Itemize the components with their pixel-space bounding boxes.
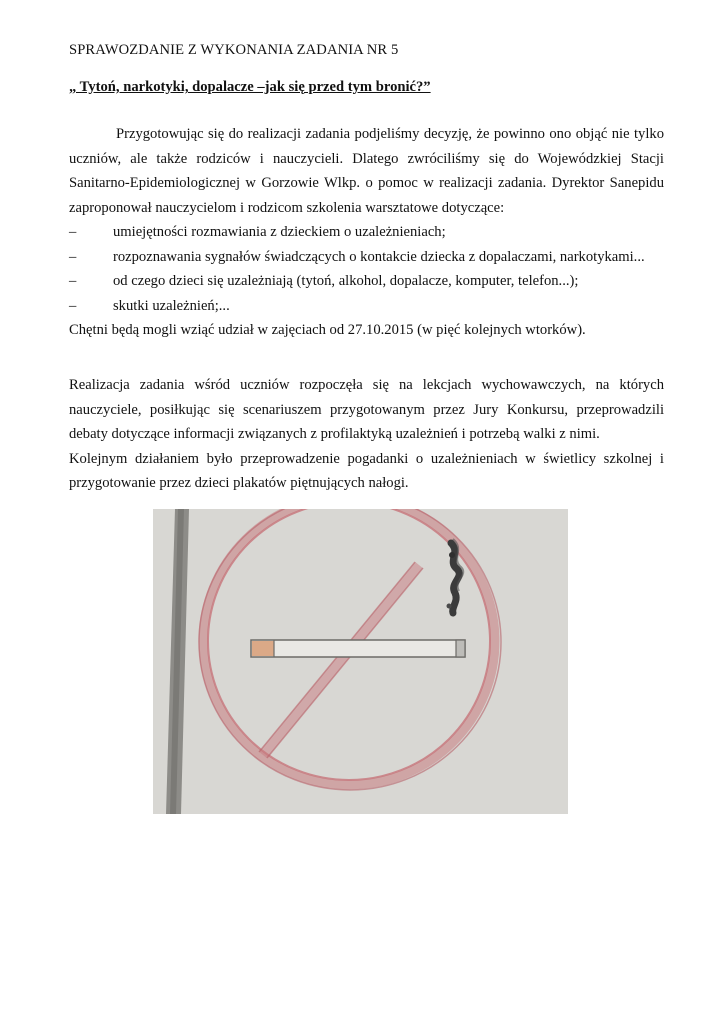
list-item-text: skutki uzależnień;... [113, 297, 230, 314]
section-students [69, 373, 664, 496]
list-item [69, 245, 664, 270]
list-dash: – [69, 248, 77, 265]
report-subtitle: „ Tytoń, narkotyki, dopalacze –jak się przed tym bronić?” [69, 79, 431, 95]
no-smoking-drawing [153, 509, 568, 814]
section-workshops [69, 122, 664, 343]
paragraph-dates: Chętni będą mogli wziąć udział w zajęciach od 27.10.2015 (w pięć kolejnych wtorków). [69, 322, 586, 338]
list-dash: – [69, 273, 77, 289]
list-item [69, 269, 664, 294]
list-dash: – [69, 224, 77, 240]
list-item-text: od czego dzieci się uzależniają (tytoń, alkohol, dopalacze, komputer, telefon...); [113, 273, 579, 289]
list-item [69, 220, 664, 245]
paragraph-intro: Przygotowując się do realizacji zadania podjeliśmy decyzję, że powinno ono objąć nie tylko uczniów, ale także rodziców i nauczycieli. Dlatego zwróciliśmy się do Wojewódzkiej Stacji Sanitarno-Epidemiologicznej w Gorzowie Wlkp. o pomoc w realizacji zadania. Dyrektor Sanepidu zaproponował nauczycielom i rodzicom szkolenia warsztatowe dotyczące: [69, 126, 664, 216]
list-item-text: umiejętności rozmawiania z dzieckiem o uzależnieniach; [113, 224, 446, 240]
list-item [69, 294, 664, 319]
list-item-text: rozpoznawania sygnałów świadczących o kontakcie dziecka z dopalaczami, narkotykami... [113, 248, 645, 265]
no-smoking-poster-photo [153, 509, 568, 814]
paragraph-lessons: Realizacja zadania wśród uczniów rozpoczęła się na lekcjach wychowawczych, na których nauczyciele, posiłkując się scenariuszem przygotowanym przez Jury Konkursu, przeprowadzili debaty dotyczące informacji związanych z profilaktyką uzależnień i potrzebą walki z nimi. [69, 377, 664, 442]
paragraph-posters: Kolejnym działaniem było przeprowadzenie pogadanki o uzależnieniach w świetlicy szkolnej i przygotowanie przez dzieci plakatów piętnujących nałogi. [69, 450, 664, 491]
list-dash: – [69, 297, 77, 314]
report-title: SPRAWOZDANIE Z WYKONANIA ZADANIA NR 5 [69, 42, 399, 58]
workshop-topics-list [69, 220, 664, 318]
cigarette-drawing [251, 640, 465, 657]
